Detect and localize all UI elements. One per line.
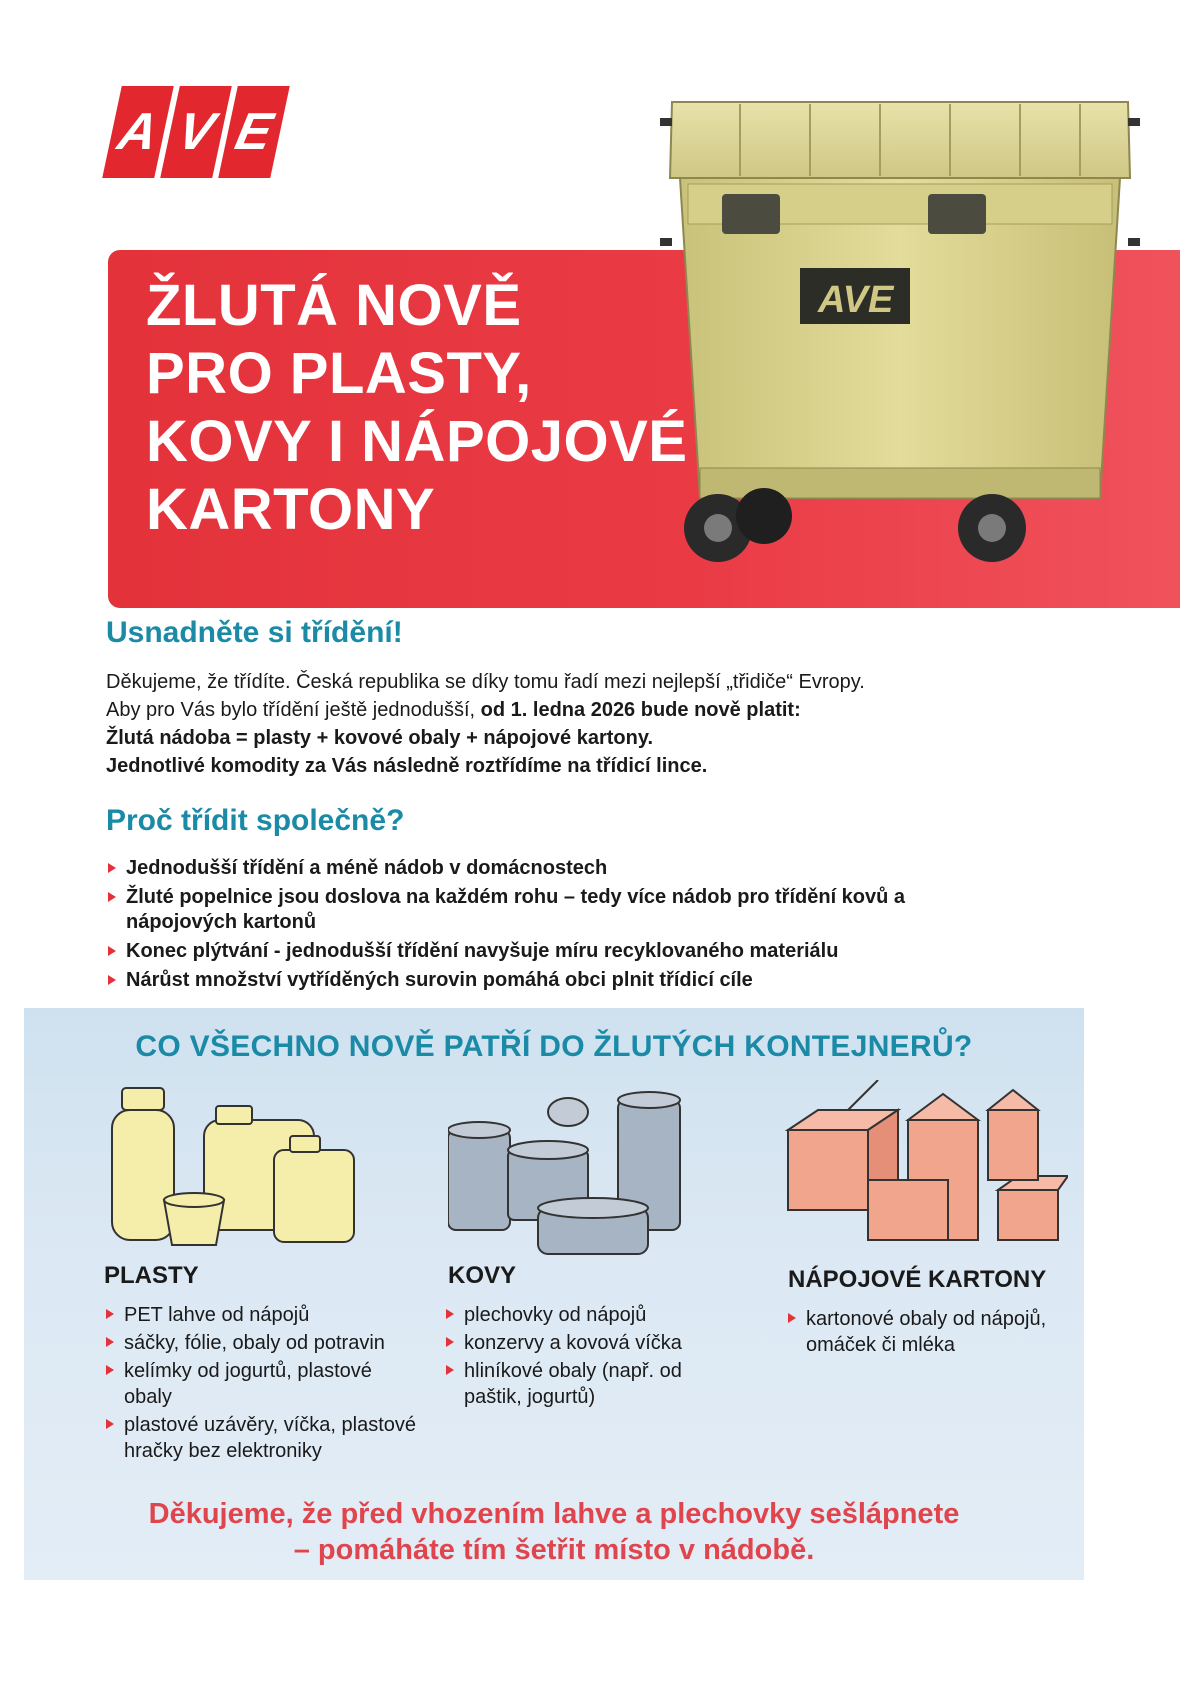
thanks-line-2: – pomáháte tím šetřit místo v nádobě. bbox=[293, 1534, 815, 1566]
svg-text:AVE: AVE bbox=[818, 279, 894, 321]
plasty-title: PLASTY bbox=[104, 1262, 199, 1289]
intro-line-3-text: Žlutá nádoba = plasty + kovové obaly + nápojové kartony. bbox=[106, 727, 654, 749]
plastics-illustration bbox=[104, 1080, 364, 1250]
why-item: Jednodušší třídění a méně nádob v domácnostech bbox=[106, 856, 966, 881]
intro-line-2-prefix: Aby pro Vás bylo třídění ještě jednodušší, bbox=[106, 699, 481, 721]
plasty-list bbox=[104, 1302, 424, 1466]
metals-illustration bbox=[448, 1090, 708, 1260]
list-item: sáčky, fólie, obaly od potravin bbox=[104, 1330, 424, 1356]
kovy-title: KOVY bbox=[448, 1262, 517, 1289]
intro-line-3 bbox=[106, 724, 1006, 752]
list-item: PET lahve od nápojů bbox=[104, 1302, 424, 1328]
logo-letter-a: A bbox=[102, 86, 174, 178]
why-list bbox=[106, 856, 966, 997]
list-item: hliníkové obaly (např. od paštik, jogurtů) bbox=[444, 1358, 734, 1410]
cartons-illustration bbox=[778, 1080, 1068, 1250]
headline bbox=[146, 272, 706, 544]
why-item: Žluté popelnice jsou doslova na každém rohu – tedy více nádob pro třídění kovů a nápojových kartonů bbox=[106, 885, 966, 935]
logo-letter-e: E bbox=[218, 86, 290, 178]
headline-line-3: KOVY I NÁPOJOVÉ bbox=[146, 409, 688, 474]
list-item: konzervy a kovová víčka bbox=[444, 1330, 734, 1356]
why-title: Proč třídit společně? bbox=[106, 804, 405, 837]
ave-logo bbox=[102, 86, 290, 178]
thanks-note bbox=[24, 1496, 1084, 1568]
headline-line-1: ŽLUTÁ NOVĚ bbox=[146, 273, 522, 338]
list-item: plastové uzávěry, víčka, plastové hračky bez elektroniky bbox=[104, 1412, 424, 1464]
thanks-line-1: Děkujeme, že před vhozením lahve a plechovky sešlápnete bbox=[148, 1498, 960, 1530]
intro-line-2-bold: od 1. ledna 2026 bude nově platit: bbox=[480, 699, 801, 721]
kovy-list bbox=[444, 1302, 734, 1412]
logo-letter-v: V bbox=[160, 86, 232, 178]
intro-line-1: Děkujeme, že třídíte. Česká republika se díky tomu řadí mezi nejlepší „třidiče“ Evropy. bbox=[106, 671, 865, 693]
kartony-list bbox=[786, 1306, 1076, 1360]
list-item: kartonové obaly od nápojů, omáček či mléka bbox=[786, 1306, 1076, 1358]
intro-line-4-text: Jednotlivé komodity za Vás následně roztřídíme na třídicí lince. bbox=[106, 755, 708, 777]
intro-line-4 bbox=[106, 752, 1006, 780]
intro-text bbox=[106, 668, 1006, 780]
yellow-bin-illustration bbox=[660, 88, 1140, 608]
headline-line-2: PRO PLASTY, bbox=[146, 341, 532, 406]
list-item: plechovky od nápojů bbox=[444, 1302, 734, 1328]
why-item: Konec plýtvání - jednodušší třídění navyšuje míru recyklovaného materiálu bbox=[106, 939, 966, 964]
kartony-title: NÁPOJOVÉ KARTONY bbox=[788, 1266, 1047, 1293]
panel-title: CO VŠECHNO NOVĚ PATŘÍ DO ŽLUTÝCH KONTEJNERŮ? bbox=[135, 1030, 973, 1063]
list-item: kelímky od jogurtů, plastové obaly bbox=[104, 1358, 424, 1410]
why-item: Nárůst množství vytříděných surovin pomáhá obci plnit třídicí cíle bbox=[106, 968, 966, 993]
intro-line-2 bbox=[106, 696, 1006, 724]
intro-title: Usnadněte si třídění! bbox=[106, 616, 403, 649]
headline-line-4: KARTONY bbox=[146, 477, 436, 542]
